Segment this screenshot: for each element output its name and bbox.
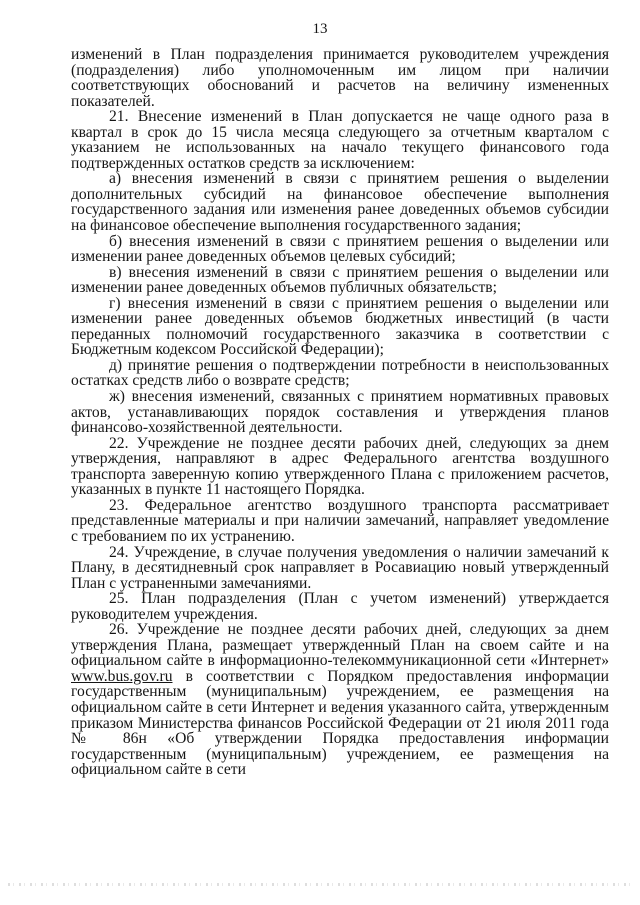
paragraph-25: 25. План подразделения (План с учетом изменений) утверждается руководителем учреждения.	[71, 590, 609, 623]
paragraph-23: 23. Федеральное агентство воздушного транспорта рассматривает представленные материалы и при наличии замечаний, направляет уведомление с требованием по их устранению.	[71, 496, 609, 545]
paragraph-continuation: изменений в План подразделения принимается руководителем учреждения (подразделения) либо уполномоченным им лицом при наличии соответствующих обоснований и расчетов на величину измененных показателей.	[71, 46, 609, 110]
paragraph-21-v: в) внесения изменений в связи с принятием решения о выделении или изменении ранее доведенных объемов публичных обязательств;	[71, 263, 609, 297]
paragraph-26-text-start: 26. Учреждение не позднее десяти рабочих дней, следующих за днем утверждения Плана, размещает утвержденный План на своем сайте и на официальном сайте в информационно-телекоммуникационной сети «Интернет»	[71, 621, 609, 670]
paragraph-21-g: г) внесения изменений в связи с принятием решения о выделении или изменении ранее доведенных объемов бюджетных инвестиций (в части переданных полномочий государственного заказчика в соответствии с Бюджетным кодексом Российской Федерации);	[71, 294, 609, 359]
paragraph-21: 21. Внесение изменений в План допускается не чаще одного раза в квартал в срок до 15 числа месяца следующего за отчетным кварталом с указанием не использованных на начало текущего финансового года подтвержденных остатков средств за исключением:	[71, 108, 609, 172]
paragraph-22: 22. Учреждение не позднее десяти рабочих дней, следующих за днем утверждения, направляют в адрес Федерального агентства воздушного транспорта заверенную копию утвержденного Плана с приложением расчетов, указанных в пункте 11 настоящего Порядка.	[71, 434, 609, 499]
paragraph-21-b: б) внесения изменений в связи с принятием решения о выделении или изменении ранее доведенных объемов целевых субсидий;	[71, 232, 609, 266]
paragraph-21-zh: ж) внесения изменений, связанных с принятием нормативных правовых актов, устанавливающих порядок составления и утверждения планов финансово-хозяйственной деятельности.	[71, 388, 609, 437]
bus-gov-link[interactable]: www.bus.gov.ru	[71, 667, 173, 685]
paragraph-21-d: д) принятие решения о подтверждении потребности в неиспользованных остатках средств либо о возврате средств;	[71, 356, 609, 390]
paragraph-24: 24. Учреждение, в случае получения уведомления о наличии замечаний к Плану, в десятидневный срок направляет в Росавиацию новый утвержденный План с устраненными замечаниями.	[71, 543, 609, 592]
page-number: 13	[312, 21, 328, 37]
document-body	[71, 47, 609, 778]
scan-artifact-line	[8, 883, 632, 886]
paragraph-26-text-end: в соответствии с Порядком предоставления информации государственным (муниципальным) учреждением, ее размещения на официальном сайте в сети Интернет и ведения указанного сайта, утвержденным приказом Министерства финансов Российской Федерации от 21 июля 2011 года № 86н «Об утверждении Порядка предоставления информации государственным (муниципальным) учреждением, ее размещения на официальном сайте в сети	[71, 667, 609, 779]
paragraph-21-a: а) внесения изменений в связи с принятием решения о выделении дополнительных субсидий на финансовое обеспечение выполнения государственного задания или изменения ранее доведенных объемов субсидии на финансовое обеспечение выполнения государственного задания;	[71, 170, 609, 235]
paragraph-26	[71, 622, 609, 777]
